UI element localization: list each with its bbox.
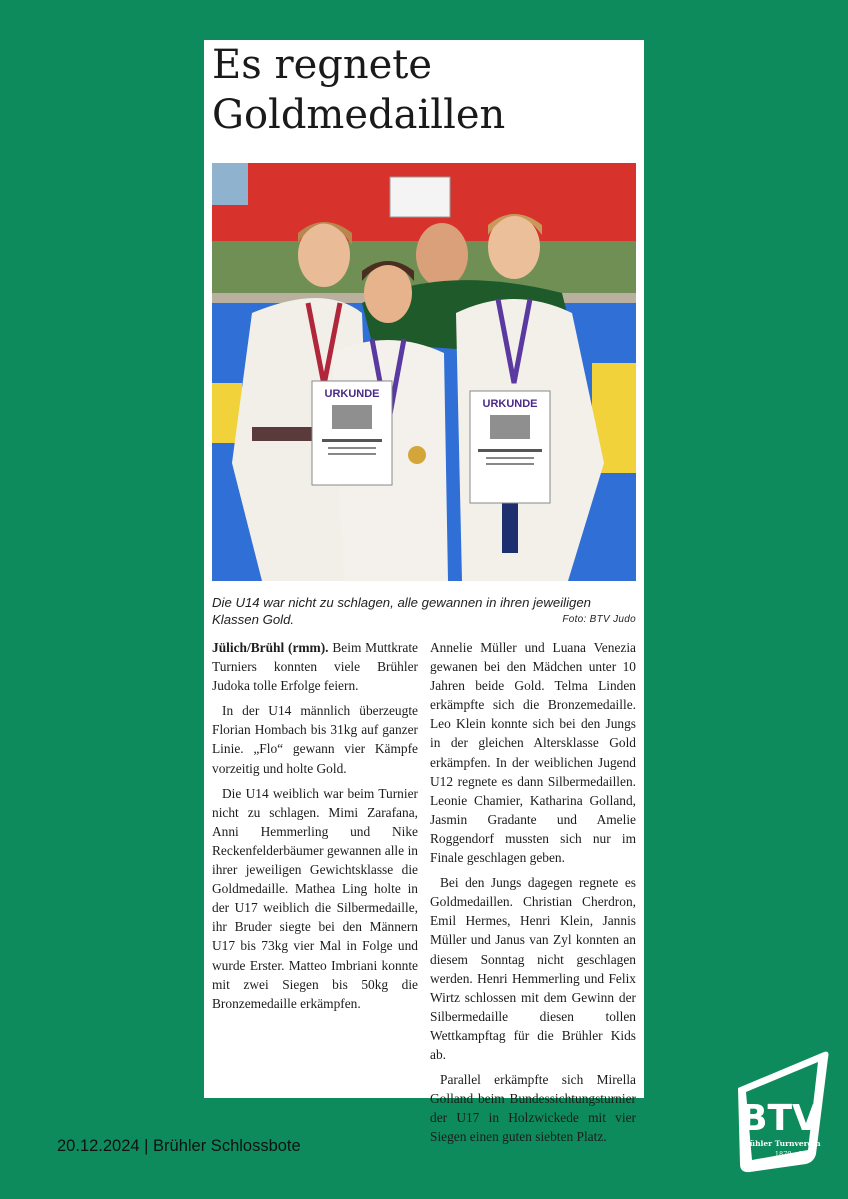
footer-date-source: 20.12.2024 | Brühler Schlossbote bbox=[57, 1137, 301, 1155]
certificate-right-title: URKUNDE bbox=[482, 398, 538, 410]
article-column-left bbox=[212, 638, 418, 1013]
newspaper-clipping bbox=[204, 40, 644, 1145]
certificate-right bbox=[470, 391, 550, 503]
headline-line-2: Goldmedaillen bbox=[212, 92, 506, 138]
article-paragraph-2: In der U14 männlich überzeugte Florian Hombach bis 31kg auf ganzer Linie. „Flo“ gewann vier Kämpfe vorzeitig und holte Gold. bbox=[212, 703, 418, 776]
article-paragraph-5: Bei den Jungs dagegen regnete es Goldmedaillen. Christian Cherdron, Emil Hermes, Henri Klein, Jannis Müller und Janus van Zyl konnten an diesem Sonntag nicht geschlagen werden. Henri Hemmerling und Felix Wirtz schlossen mit dem Gewinn der Silbermedaille diesen tollen Wettkampftag für die Brühler Kids ab. bbox=[430, 875, 636, 1062]
basketball-backboard bbox=[390, 177, 450, 217]
article-paragraph-4: Annelie Müller und Luana Venezia gewanen bei den Mädchen unter 10 Jahren beide Gold. Telma Linden erkämpfte sich die Bronzemedaille. Leo Klein konnte sich bei den Jungs in der gleichen Altersklasse Gold erkämpfen. In der weiblichen Jugend U12 regnete es dann Silbermedaillen. Leonie Chamier, Katharina Golland, Jasmin Gradante und Amelie Roggendorf mussten sich nur im Finale geschlagen geben. bbox=[430, 640, 636, 866]
headline bbox=[212, 40, 636, 140]
certificate-left-title: URKUNDE bbox=[324, 388, 380, 400]
logo-name: Brühler Turnverein bbox=[739, 1139, 821, 1148]
article-dateline: Jülich/Brühl (rmm). bbox=[212, 640, 329, 655]
photo-caption: Die U14 war nicht zu schlagen, alle gewannen in ihren jeweiligen Klassen Gold. bbox=[212, 595, 591, 627]
logo-year: 1879 e.V. bbox=[774, 1150, 806, 1158]
logo-letters: BTV bbox=[740, 1098, 820, 1139]
judo-team-photo bbox=[212, 163, 636, 581]
photo-credit: Foto: BTV Judo bbox=[562, 614, 636, 625]
certificate-left bbox=[312, 381, 392, 485]
btv-logo bbox=[732, 1046, 832, 1174]
article-paragraph-1: Jülich/Brühl (rmm). Beim Muttkrate Turniers konnten viele Brühler Judoka tolle Erfolge feiern. bbox=[212, 640, 418, 694]
article-paragraph-6: Parallel erkämpfte sich Mirella Golland beim Bundessichtungsturnier der U17 in Holzwickede mit vier Siegen einen guten siebten Platz. bbox=[430, 1072, 636, 1145]
headline-line-1: Es regnete bbox=[212, 42, 433, 88]
article-paragraph-3: Die U14 weiblich war beim Turnier nicht zu schlagen. Mimi Zarafana, Anni Hemmerling und Nike Reckenfelderbäumer gewannen alle in ihrer jeweiligen Gewichtsklasse die Goldmedaille. Mathea Ling holte in der U17 weiblich die Silbermedaille, ihr Bruder siegte bei den Männern U17 bis 73kg vier Mal in Folge und wurde Erster. Matteo Imbriani konnte mit zwei Siegen bis 50kg die Bronzemedaille erkämpfen. bbox=[212, 785, 418, 1011]
article-column-right bbox=[430, 638, 636, 1146]
